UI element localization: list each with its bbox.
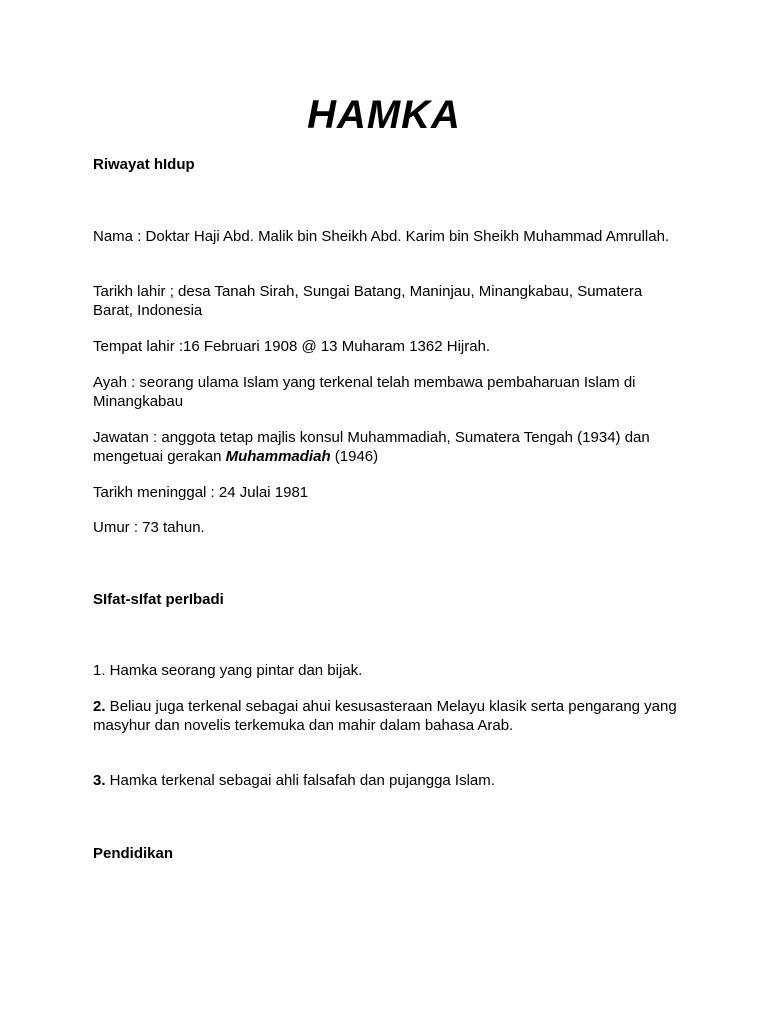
section-heading-riwayat: Riwayat hIdup: [93, 156, 195, 173]
section-heading-pendidikan: Pendidikan: [93, 845, 174, 862]
jawatan-text: Jawatan : anggota tetap majlis konsul Muhammadiah, Sumatera Tengah (1934) dan mengetuai gerakan: [93, 429, 650, 465]
paragraph-umur: Umur : 73 tahun.: [93, 519, 205, 536]
paragraph-nama: Nama : Doktar Haji Abd. Malik bin Sheikh Abd. Karim bin Sheikh Muhammad Amrullah.: [93, 228, 670, 245]
list-item-3: [93, 771, 683, 790]
list-item-2: [93, 697, 683, 735]
list-item-2-text: Beliau juga terkenal sebagai ahui kesusasteraan Melayu klasik serta pengarang yang masyhur dan novelis terkemuka dan mahir dalam bahasa Arab.: [93, 698, 677, 734]
list-item-3-text: Hamka terkenal sebagai ahli falsafah dan pujangga Islam.: [105, 772, 495, 789]
paragraph-tempat-lahir: Tempat lahir :16 Februari 1908 @ 13 Muharam 1362 Hijrah.: [93, 338, 491, 355]
jawatan-year: (1946): [330, 448, 379, 465]
paragraph-ayah: Ayah : seorang ulama Islam yang terkenal telah membawa pembaharuan Islam di Minangkabau: [93, 374, 636, 410]
paragraph-tarikh-lahir: Tarikh lahir ; desa Tanah Sirah, Sungai Batang, Maninjau, Minangkabau, Sumatera Barat, Indonesia: [93, 283, 643, 319]
list-item-3-number: 3.: [93, 772, 106, 789]
paragraph-jawatan: [93, 428, 683, 466]
list-item-1: 1. Hamka seorang yang pintar dan bijak.: [93, 662, 363, 679]
list-item-2-number: 2.: [93, 698, 106, 715]
section-heading-sifat: SIfat-sIfat perIbadi: [93, 591, 224, 608]
paragraph-tarikh-meninggal: Tarikh meninggal : 24 Julai 1981: [93, 484, 309, 501]
jawatan-emphasis: Muhammadiah: [225, 448, 331, 465]
document-title: HAMKA: [307, 93, 461, 137]
